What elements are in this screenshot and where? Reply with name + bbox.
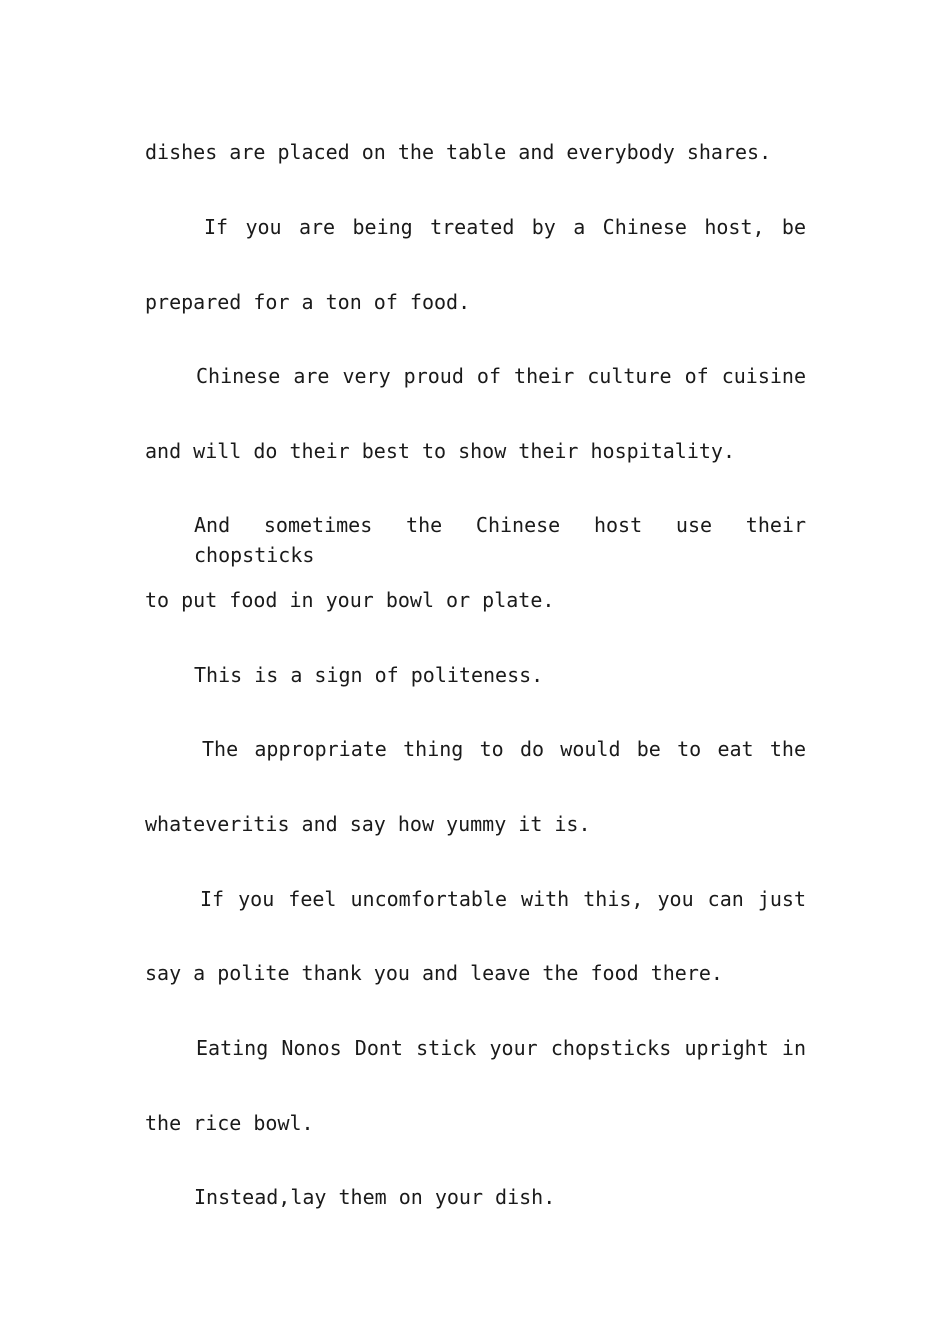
text-line-6: And sometimes the Chinese host use their chopsticks bbox=[194, 513, 806, 567]
text-line-12: say a polite thank you and leave the food there. bbox=[145, 961, 723, 985]
text-line-7: to put food in your bowl or plate. bbox=[145, 588, 555, 612]
text-line-5: and will do their best to show their hospitality. bbox=[145, 439, 736, 463]
text-line-15: Instead,lay them on your dish. bbox=[194, 1185, 556, 1209]
text-line-2: If you are being treated by a Chinese host, be bbox=[204, 215, 806, 239]
text-line-11: If you feel uncomfortable with this, you can just bbox=[200, 887, 806, 911]
text-line-10: whateveritis and say how yummy it is. bbox=[145, 812, 591, 836]
text-line-14: the rice bowl. bbox=[145, 1111, 314, 1135]
text-line-13: Eating Nonos Dont stick your chopsticks upright in bbox=[196, 1036, 806, 1060]
text-line-1: dishes are placed on the table and everybody shares. bbox=[145, 140, 772, 164]
text-line-3: prepared for a ton of food. bbox=[145, 290, 471, 314]
text-line-8: This is a sign of politeness. bbox=[194, 663, 544, 687]
text-line-4: Chinese are very proud of their culture of cuisine bbox=[196, 364, 806, 388]
text-line-9: The appropriate thing to do would be to eat the bbox=[202, 737, 806, 761]
